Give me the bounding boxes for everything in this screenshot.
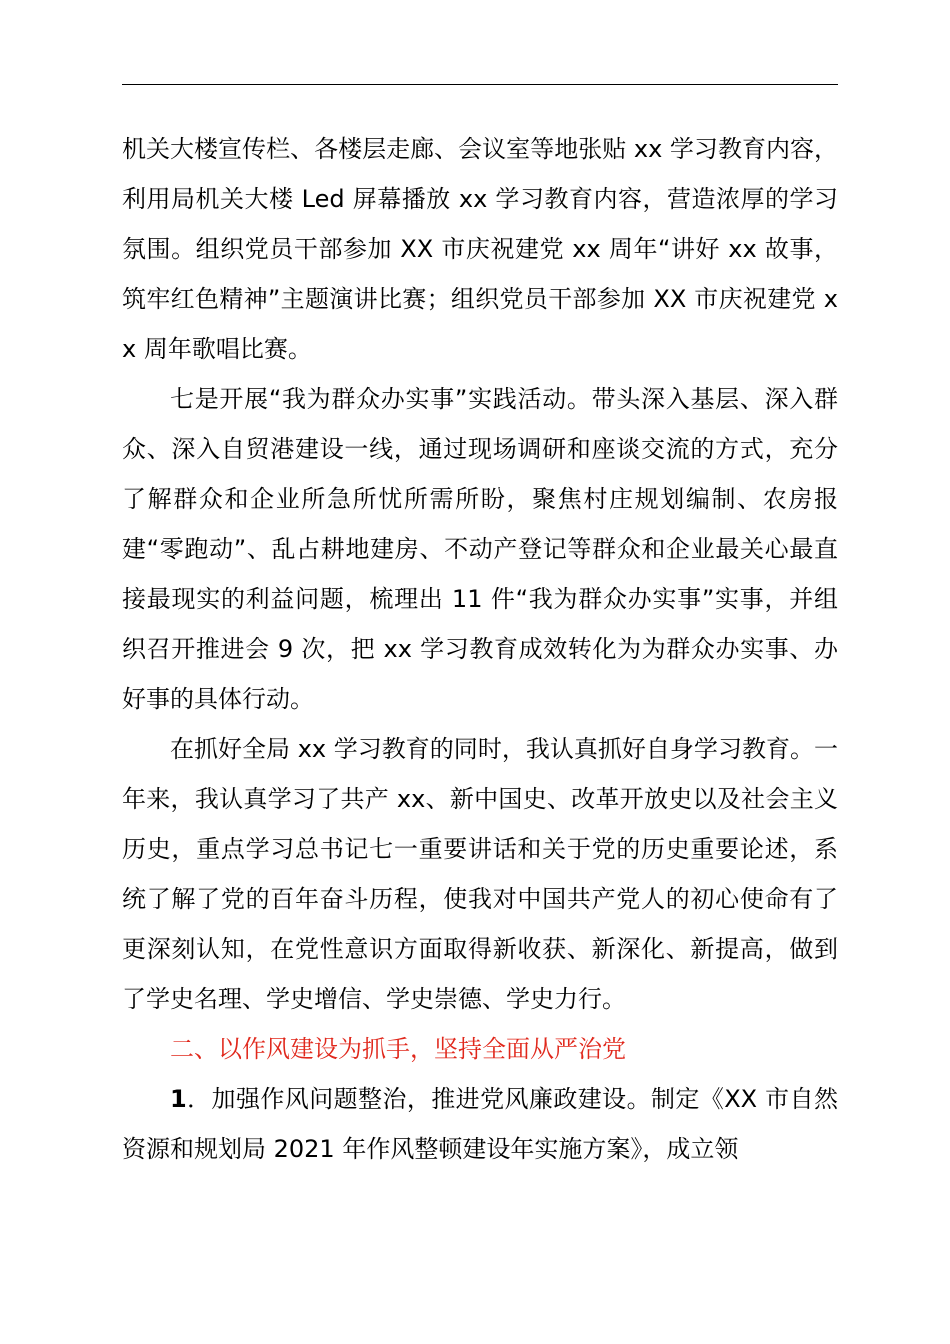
paragraph-practice-activity: 七是开展“我为群众办实事”实践活动。带头深入基层、深入群众、深入自贸港建设一线，通过现场调研和座谈交流的方式，充分了解群众和企业所急所忧所需所盼，聚焦村庄规划编制、农房报建“零跑动”、乱占耕地建房、不动产登记等群众和企业最关心最直接最现实的利益问题，梳理出 11 件“我为群众办实事”实事，并组织召开推进会 9 次，把 xx 学习教育成效转化为为群众办实事、办好事的具体行动。 [122,385,838,713]
item-number: 1 [170,1085,187,1113]
header-rule [122,84,838,85]
list-item-1 [122,1074,838,1174]
paragraph-self-study: 在抓好全局 xx 学习教育的同时，我认真抓好自身学习教育。一年来，我认真学习了共产 xx、新中国史、改革开放史以及社会主义历史，重点学习总书记七一重要讲话和关于党的历史重要论述，系统了解了党的百年奋斗历程，使我对中国共产党人的初心使命有了更深刻认知，在党性意识方面取得新收获、新深化、新提高，做到了学史名理、学史增信、学史崇德、学史力行。 [122,735,838,1013]
item-text: ．加强作风问题整治，推进党风廉政建设。制定《XX 市自然资源和规划局 2021 年作风整顿建设年实施方案》，成立领 [122,1085,838,1163]
section-heading: 二、以作风建设为抓手，坚持全面从严治党 [170,1035,626,1063]
paragraph-publicity: 机关大楼宣传栏、各楼层走廊、会议室等地张贴 xx 学习教育内容，利用局机关大楼 Led 屏幕播放 xx 学习教育内容，营造浓厚的学习氛围。组织党员干部参加 XX 市庆祝建党 xx 周年“讲好 xx 故事，筑牢红色精神”主题演讲比赛；组织党员干部参加 XX 市庆祝建党 xx 周年歌唱比赛。 [122,135,838,363]
document-body [122,124,838,1174]
